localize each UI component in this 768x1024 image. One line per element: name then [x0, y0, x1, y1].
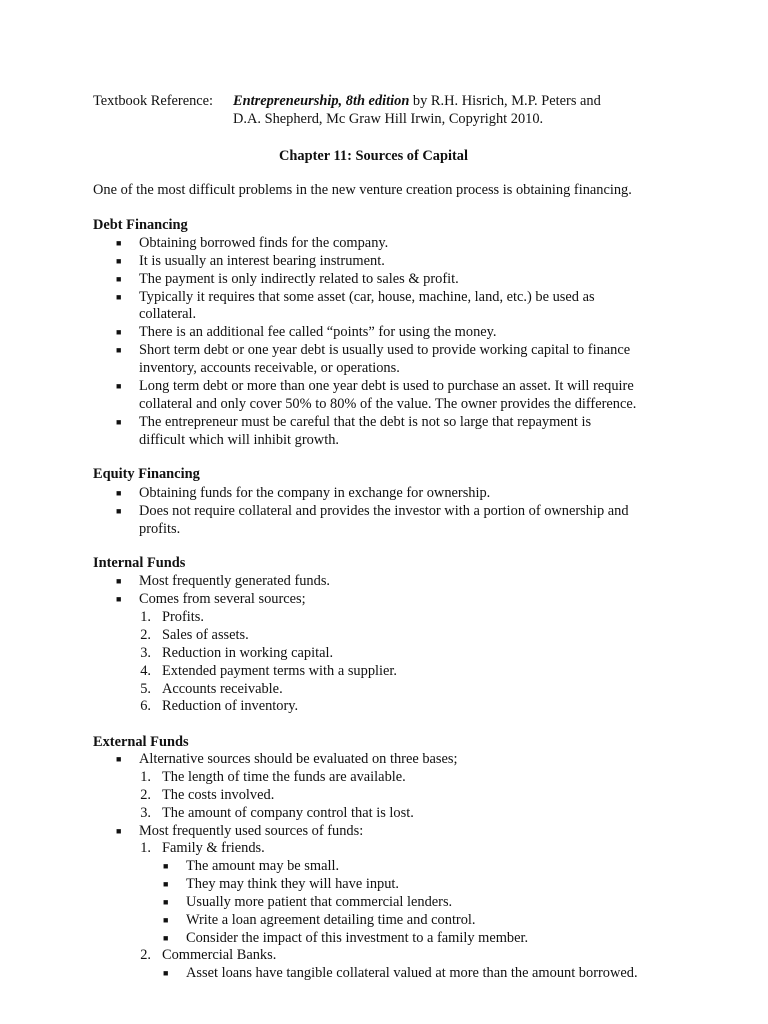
- bullet-icon: ■: [163, 968, 169, 978]
- debt-heading: Debt Financing: [93, 217, 188, 233]
- list-number: 3.: [140, 645, 151, 661]
- family-point: Write a loan agreement detailing time and control.: [186, 912, 476, 928]
- debt-item: The payment is only indirectly related to sales & profit.: [139, 271, 459, 287]
- external-item: Most frequently used sources of funds:: [139, 823, 364, 839]
- equity-heading: Equity Financing: [93, 466, 200, 482]
- source-commercial-banks: Commercial Banks.: [162, 947, 277, 963]
- debt-item-continued: inventory, accounts receivable, or operations.: [139, 360, 400, 376]
- debt-item: Short term debt or one year debt is usually used to provide working capital to finance: [139, 342, 631, 358]
- bullet-icon: ■: [116, 381, 122, 391]
- family-point: Consider the impact of this investment to a family member.: [186, 930, 529, 946]
- book-authors: by R.H. Hisrich, M.P. Peters and: [409, 93, 601, 109]
- debt-item: Obtaining borrowed finds for the company.: [139, 235, 389, 251]
- internal-source: Extended payment terms with a supplier.: [162, 663, 397, 679]
- internal-source: Sales of assets.: [162, 627, 249, 643]
- intro-paragraph: One of the most difficult problems in the new venture creation process is obtaining financing.: [93, 182, 632, 198]
- bullet-icon: ■: [163, 933, 169, 943]
- chapter-title: Chapter 11: Sources of Capital: [279, 148, 468, 164]
- bullet-icon: ■: [163, 897, 169, 907]
- bullet-icon: ■: [116, 754, 122, 764]
- bullet-icon: ■: [116, 417, 122, 427]
- bullet-icon: ■: [163, 861, 169, 871]
- equity-item: Does not require collateral and provides the investor with a portion of ownership and: [139, 503, 629, 519]
- list-number: 4.: [140, 663, 151, 679]
- internal-source: Reduction in working capital.: [162, 645, 334, 661]
- debt-item: There is an additional fee called “points” for using the money.: [139, 324, 497, 340]
- bullet-icon: ■: [116, 576, 122, 586]
- list-number: 6.: [140, 698, 151, 714]
- bullet-icon: ■: [116, 506, 122, 516]
- internal-item: Most frequently generated funds.: [139, 573, 331, 589]
- external-heading: External Funds: [93, 734, 189, 750]
- external-basis: The amount of company control that is lost.: [162, 805, 414, 821]
- list-number: 2.: [140, 947, 151, 963]
- source-family-friends: Family & friends.: [162, 840, 265, 856]
- bullet-icon: ■: [116, 327, 122, 337]
- banks-point: Asset loans have tangible collateral valued at more than the amount borrowed.: [186, 965, 638, 981]
- list-number: 1.: [140, 769, 151, 785]
- list-number: 3.: [140, 805, 151, 821]
- debt-item: The entrepreneur must be careful that the debt is not so large that repayment is: [139, 414, 592, 430]
- debt-item-continued: collateral.: [139, 306, 197, 322]
- debt-item: Long term debt or more than one year debt is used to purchase an asset. It will require: [139, 378, 634, 394]
- external-basis: The length of time the funds are available.: [162, 769, 406, 785]
- bullet-icon: ■: [163, 915, 169, 925]
- book-title: Entrepreneurship, 8th edition: [233, 93, 410, 109]
- equity-item: Obtaining funds for the company in exchange for ownership.: [139, 485, 491, 501]
- internal-item: Comes from several sources;: [139, 591, 306, 607]
- reference-line-1: [233, 93, 601, 110]
- debt-item: It is usually an interest bearing instrument.: [139, 253, 385, 269]
- bullet-icon: ■: [116, 345, 122, 355]
- bullet-icon: ■: [116, 238, 122, 248]
- bullet-icon: ■: [116, 594, 122, 604]
- external-item: Alternative sources should be evaluated on three bases;: [139, 751, 458, 767]
- bullet-icon: ■: [163, 879, 169, 889]
- bullet-icon: ■: [116, 256, 122, 266]
- equity-item-continued: profits.: [139, 521, 181, 537]
- family-point: Usually more patient that commercial lenders.: [186, 894, 453, 910]
- internal-heading: Internal Funds: [93, 555, 186, 571]
- internal-source: Profits.: [162, 609, 204, 625]
- debt-item-continued: collateral and only cover 50% to 80% of the value. The owner provides the difference.: [139, 396, 637, 412]
- family-point: The amount may be small.: [186, 858, 340, 874]
- reference-line-2: D.A. Shepherd, Mc Graw Hill Irwin, Copyright 2010.: [233, 111, 544, 127]
- bullet-icon: ■: [116, 488, 122, 498]
- reference-label: Textbook Reference:: [93, 93, 214, 109]
- debt-item-continued: difficult which will inhibit growth.: [139, 432, 339, 448]
- list-number: 2.: [140, 627, 151, 643]
- list-number: 5.: [140, 681, 151, 697]
- list-number: 1.: [140, 609, 151, 625]
- internal-source: Accounts receivable.: [162, 681, 283, 697]
- debt-item: Typically it requires that some asset (car, house, machine, land, etc.) be used as: [139, 289, 595, 305]
- family-point: They may think they will have input.: [186, 876, 400, 892]
- bullet-icon: ■: [116, 274, 122, 284]
- bullet-icon: ■: [116, 826, 122, 836]
- list-number: 2.: [140, 787, 151, 803]
- external-basis: The costs involved.: [162, 787, 275, 803]
- bullet-icon: ■: [116, 292, 122, 302]
- list-number: 1.: [140, 840, 151, 856]
- internal-source: Reduction of inventory.: [162, 698, 299, 714]
